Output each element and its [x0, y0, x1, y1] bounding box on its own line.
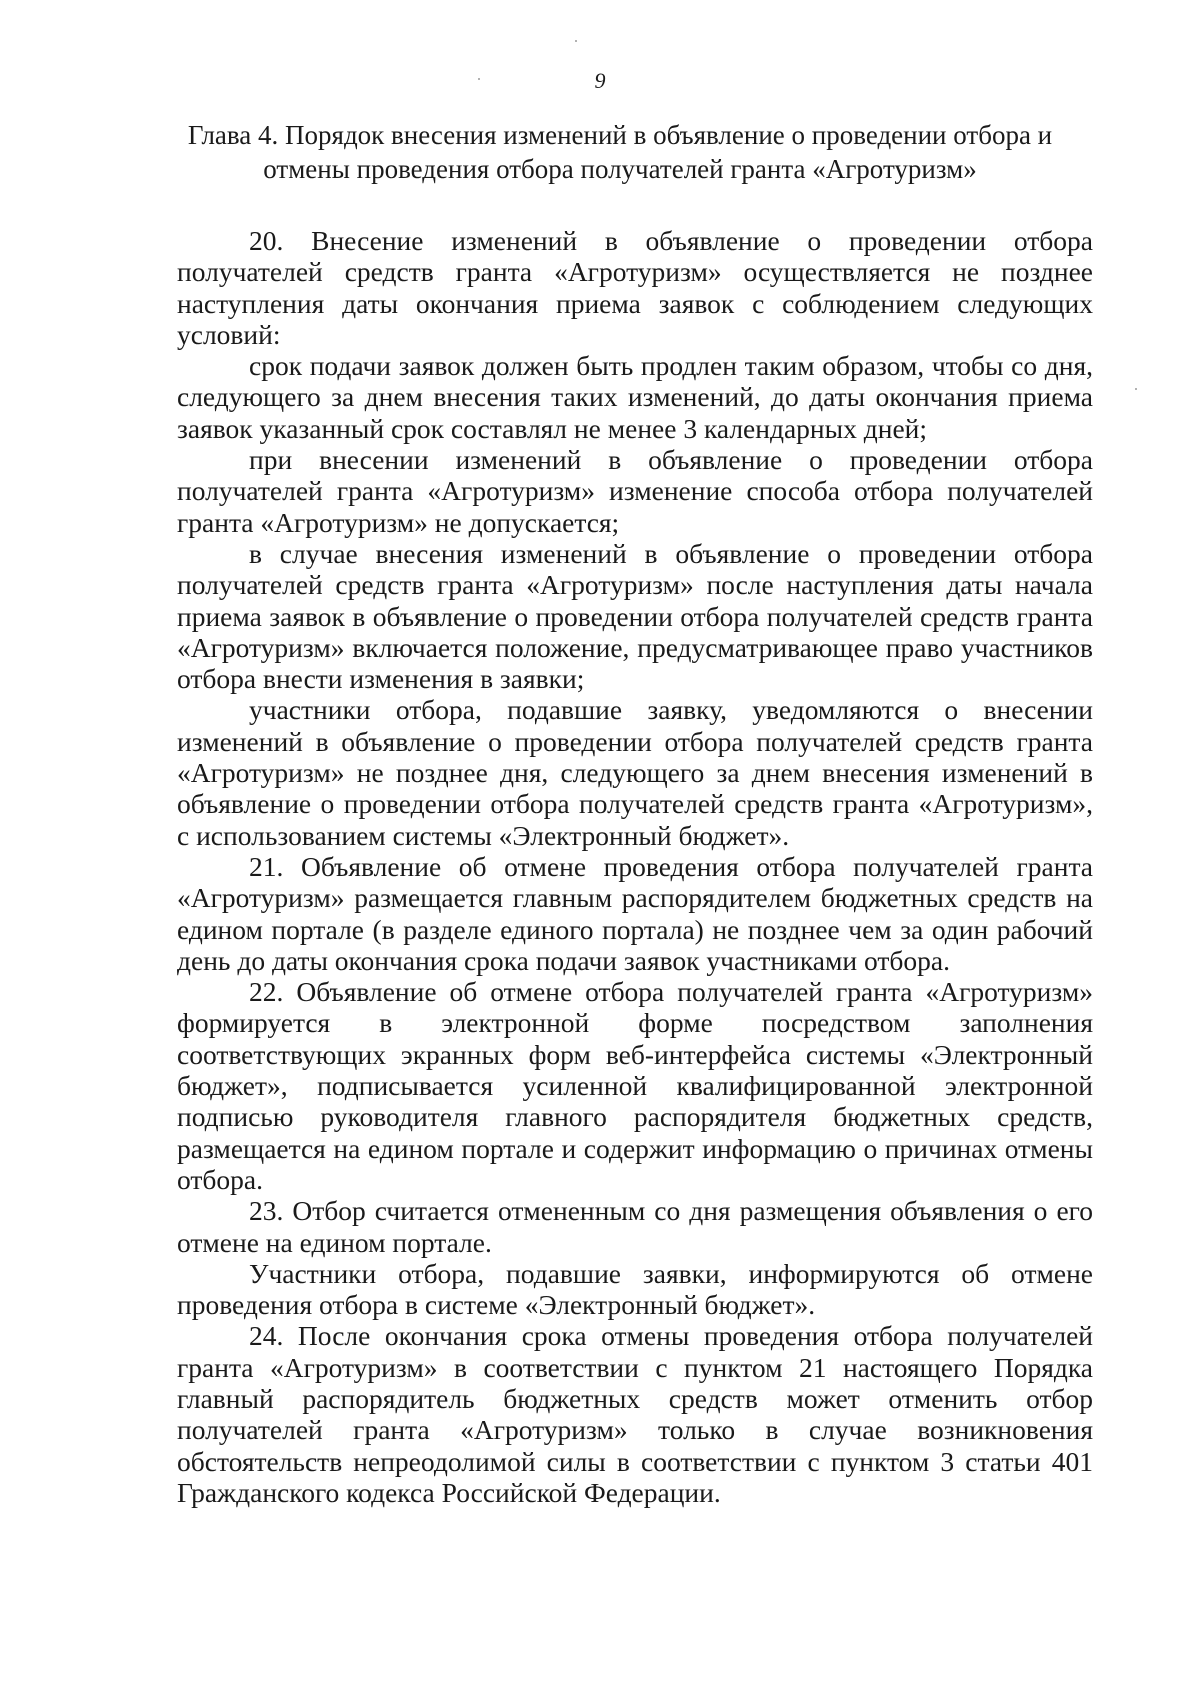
paragraph-20: 20. Внесение изменений в объявление о проведении отбора получателей средств гранта «Агротуризм» осуществляется не позднее наступления даты окончания приема заявок с соблюдением следующих условий:	[177, 225, 1093, 350]
paragraph-21: 21. Объявление об отмене проведения отбора получателей гранта «Агротуризм» размещается главным распорядителем бюджетных средств на едином портале (в разделе единого портала) не позднее чем за один рабочий день до даты окончания срока подачи заявок участниками отбора.	[177, 850, 1093, 976]
scan-speck	[1135, 388, 1137, 390]
scan-speck	[575, 40, 577, 42]
paragraph-23: 23. Отбор считается отмененным со дня размещения объявления о его отмене на едином портале.	[177, 1195, 1093, 1258]
paragraph-20-condition-2: при внесении изменений в объявление о проведении отбора получателей гранта «Агротуризм» изменение способа отбора получателей гранта «Агротуризм» не допускается;	[177, 444, 1093, 538]
paragraph-24: 24. После окончания срока отмены проведения отбора получателей гранта «Агротуризм» в соответствии с пунктом 21 настоящего Порядка главный распорядитель бюджетных средств может отменить отбор получателей гранта «Агротуризм» только в случае возникновения обстоятельств непреодолимой силы в соответствии с пунктом 3 статьи 401 Гражданского кодекса Российской Федерации.	[177, 1320, 1093, 1508]
paragraph-20-condition-1: срок подачи заявок должен быть продлен таким образом, чтобы со дня, следующего за днем внесения таких изменений, до даты окончания приема заявок указанный срок составлял не менее 3 календарных дней;	[177, 350, 1093, 444]
document-body	[177, 225, 1093, 1508]
chapter-heading: Глава 4. Порядок внесения изменений в объявление о проведении отбора и отмены проведения отбора получателей гранта «Агротуризм»	[187, 120, 1053, 184]
page-number: 9	[594, 68, 606, 93]
paragraph-22: 22. Объявление об отмене отбора получателей гранта «Агротуризм» формируется в электронной форме посредством заполнения соответствующих экранных форм веб-интерфейса системы «Электронный бюджет», подписывается усиленной квалифицированной электронной подписью руководителя главного распорядителя бюджетных средств, размещается на едином портале и содержит информацию о причинах отмены отбора.	[177, 976, 1093, 1195]
paragraph-20-condition-3: в случае внесения изменений в объявление о проведении отбора получателей средств гранта «Агротуризм» после наступления даты начала приема заявок в объявление о проведении отбора получателей средств гранта «Агротуризм» включается положение, предусматривающее право участников отбора внести изменения в заявки;	[177, 537, 1093, 695]
paragraph-23-note: Участники отбора, подавшие заявки, информируются об отмене проведения отбора в системе «Электронный бюджет».	[177, 1257, 1093, 1321]
paragraph-20-condition-4: участники отбора, подавшие заявку, уведомляются о внесении изменений в объявление о проведении отбора получателей средств гранта «Агротуризм» не позднее дня, следующего за днем внесения изменений в объявление о проведении отбора получателей средств гранта «Агротуризм», с использованием системы «Электронный бюджет».	[177, 694, 1093, 851]
scan-speck	[478, 78, 480, 80]
